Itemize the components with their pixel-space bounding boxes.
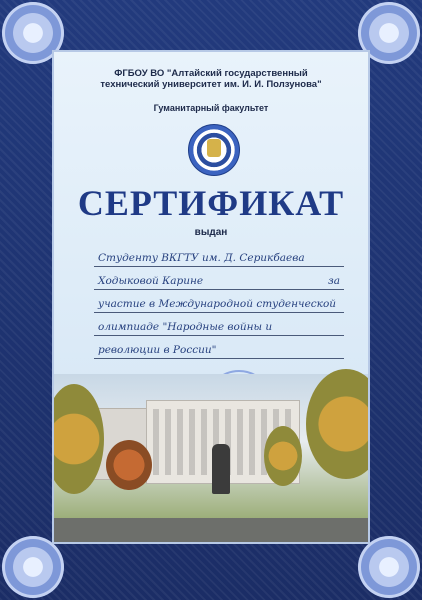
field-line	[94, 290, 344, 313]
university-line-1: ФГБОУ ВО "Алтайский государственный	[114, 68, 308, 79]
tree-icon	[106, 440, 152, 490]
campus-photo	[54, 374, 368, 542]
handwritten-text: олимпиаде "Народные войны и	[98, 321, 273, 333]
handwritten-text: Ходыковой Карине	[98, 275, 204, 287]
ornament-corner-bottom-right	[358, 536, 420, 598]
field-line	[94, 267, 344, 290]
logo-emblem-icon	[207, 139, 221, 157]
certificate-title: СЕРТИФИКАТ	[77, 183, 345, 223]
handwritten-text: за	[328, 275, 340, 287]
monument-icon	[212, 444, 230, 494]
certificate-body	[52, 50, 370, 544]
field-line	[94, 336, 344, 359]
tree-icon	[306, 369, 370, 479]
field-line	[94, 244, 344, 267]
issued-label: выдан	[194, 227, 228, 238]
faculty-name: Гуманитарный факультет	[153, 103, 269, 113]
plaza-ground	[54, 518, 368, 542]
tree-icon	[264, 426, 302, 486]
field-line	[94, 313, 344, 336]
ornament-corner-bottom-left	[2, 536, 64, 598]
handwritten-text: революции в России"	[98, 344, 217, 356]
university-logo-icon	[188, 124, 240, 176]
handwritten-text: участие в Международной студенческой	[98, 298, 337, 310]
university-line-2: технический университет им. И. И. Ползунова"	[100, 79, 322, 90]
university-header	[54, 68, 368, 90]
handwritten-fields	[94, 244, 344, 359]
handwritten-text: Студенту ВКГТУ им. Д. Серикбаева	[98, 252, 305, 264]
